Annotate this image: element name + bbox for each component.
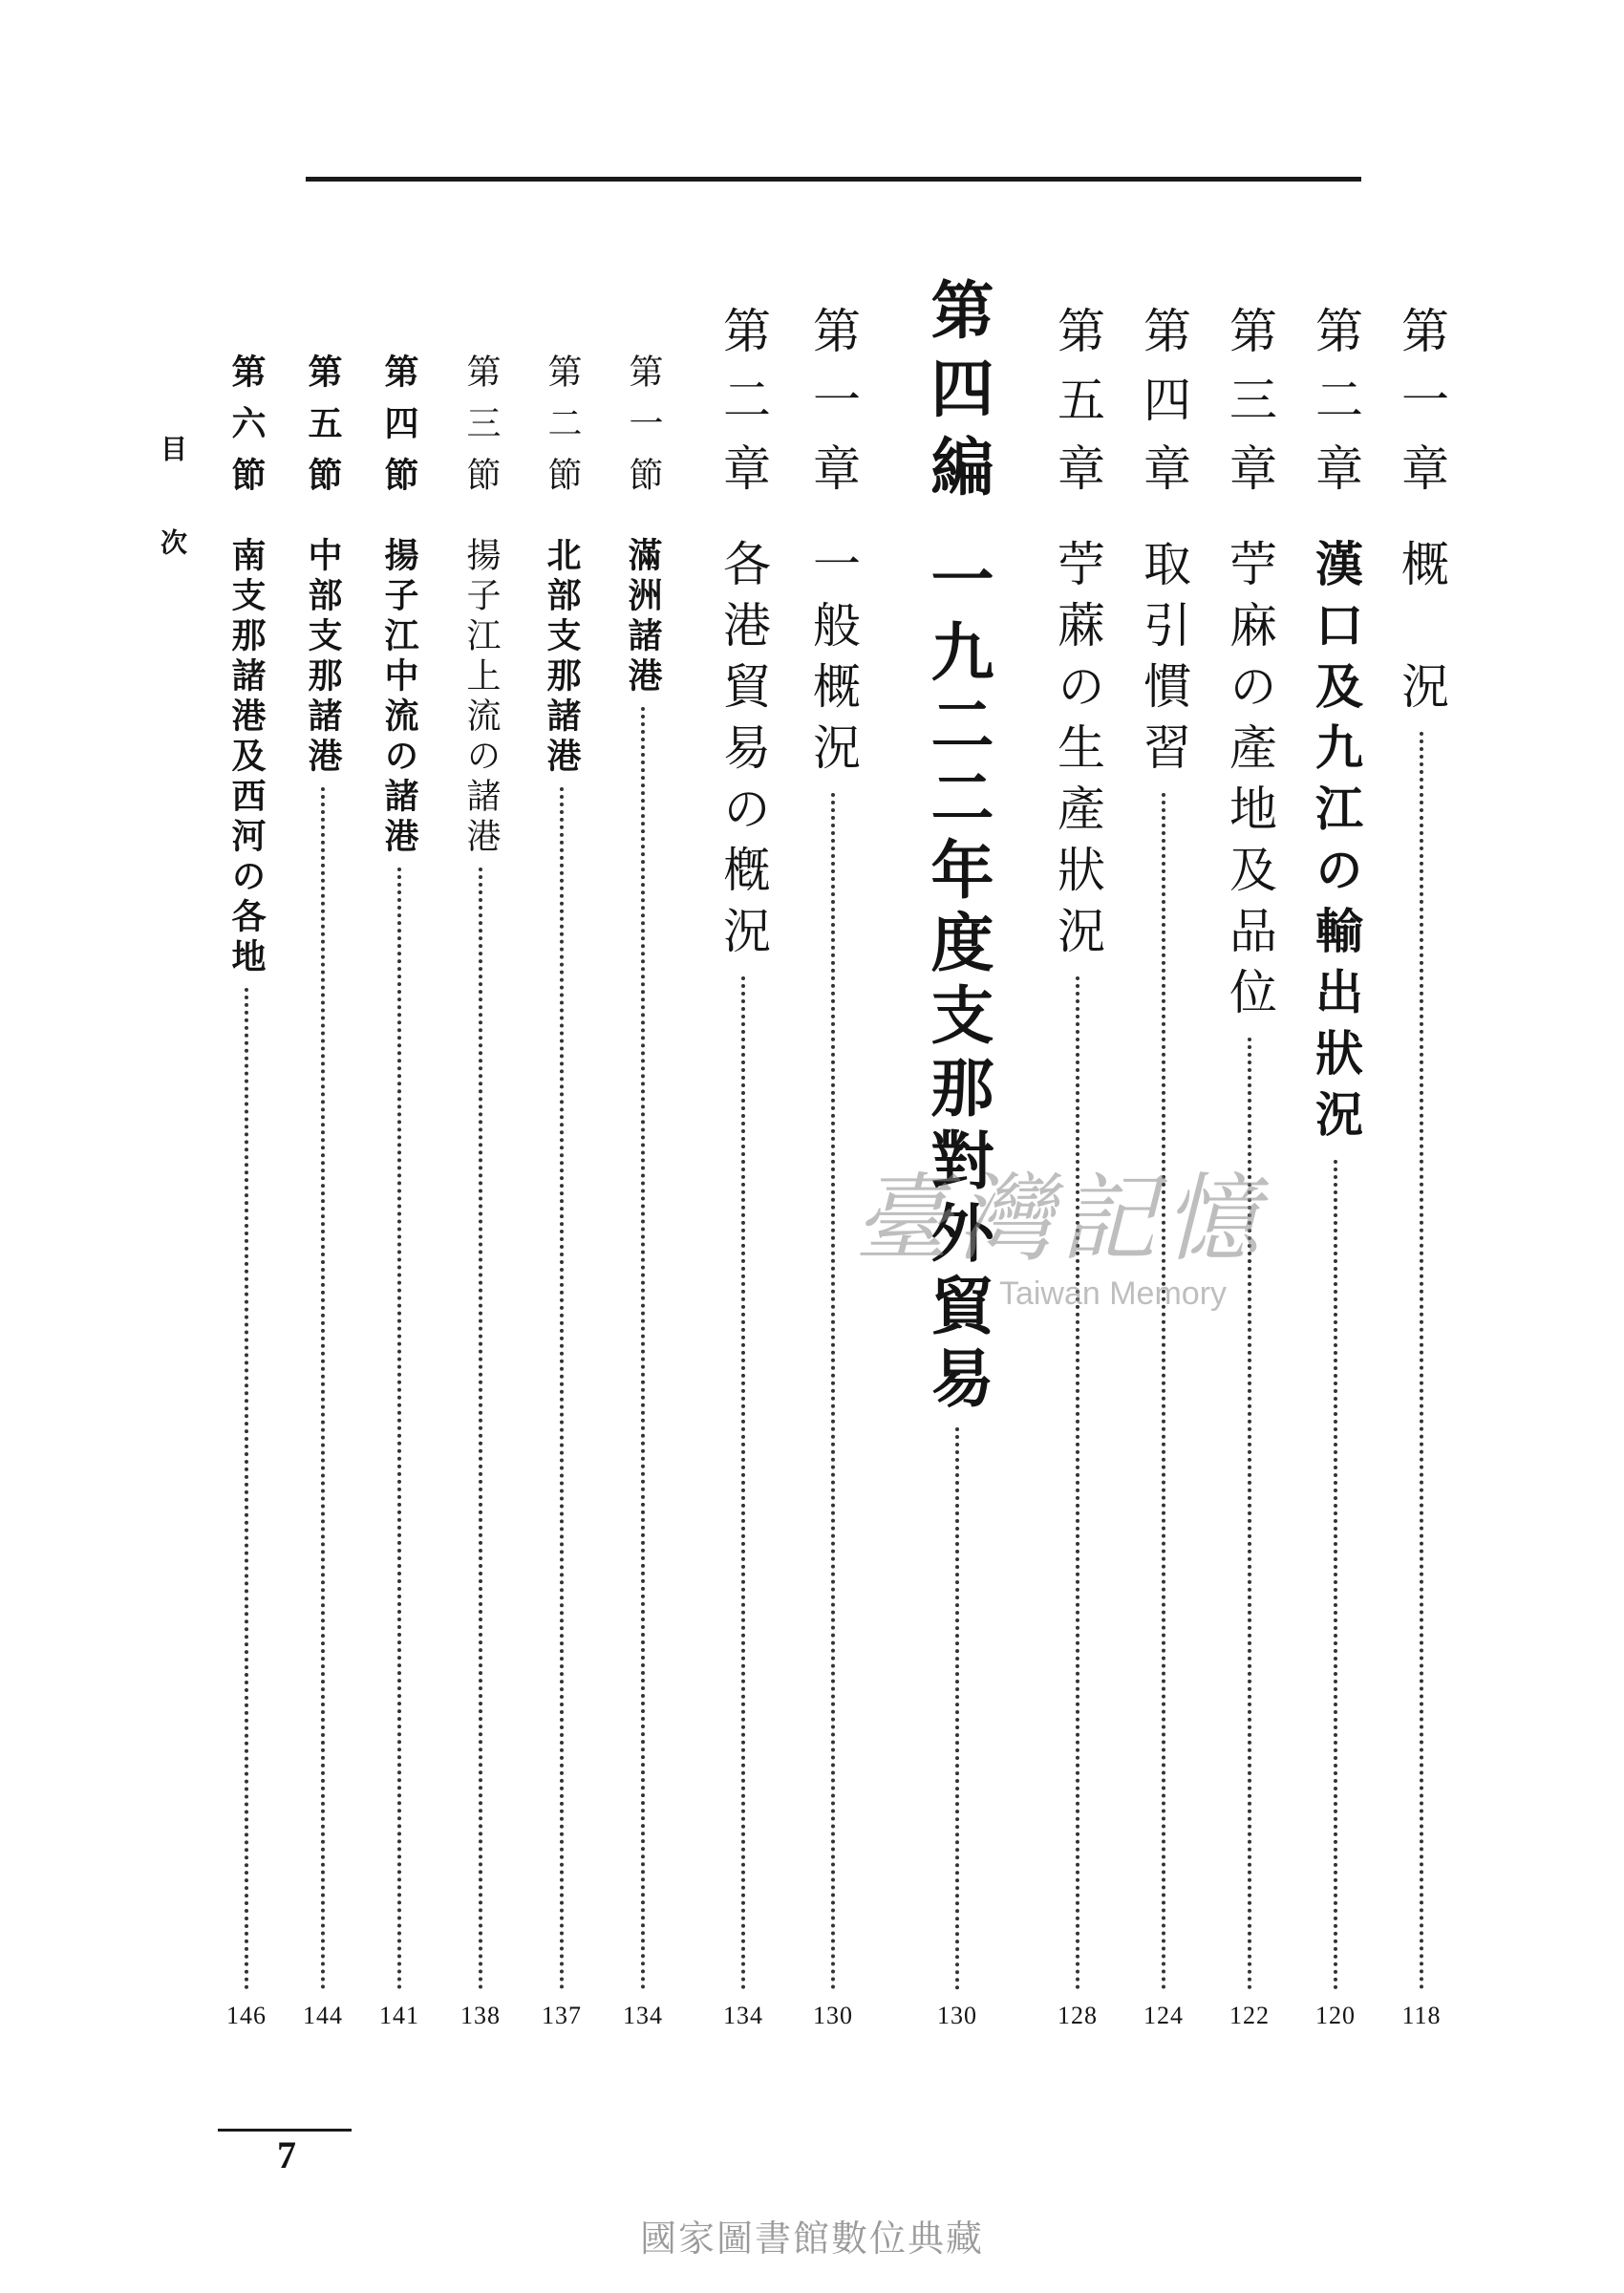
toc-entry-section-2[interactable] xyxy=(524,354,600,2030)
entry-page-number: 130 xyxy=(813,2002,853,2029)
toc-entry-chapter-1[interactable] xyxy=(1383,306,1460,2030)
toc-entry-section-5[interactable] xyxy=(285,354,361,2030)
entry-heading: 第五節 xyxy=(303,354,343,508)
dotted-leader xyxy=(397,868,401,1990)
dotted-leader xyxy=(955,1427,959,1990)
dotted-leader xyxy=(1334,1160,1337,1990)
watermark-english: Taiwan Memory xyxy=(998,1275,1228,1312)
entry-title: 揚子江中流の諸港 xyxy=(379,537,419,858)
entry-page-number: 134 xyxy=(723,2002,763,2029)
entry-page-number: 120 xyxy=(1315,2002,1356,2029)
toc-entry-section-6[interactable] xyxy=(208,354,285,2030)
footer-credit: 國家圖書館數位典藏 xyxy=(639,2218,984,2260)
entry-heading: 第三章 xyxy=(1222,306,1277,512)
entry-page-number: 141 xyxy=(379,2002,419,2029)
toc-entry-chapter-2[interactable] xyxy=(1297,306,1374,2030)
entry-title: 取引慣習 xyxy=(1136,539,1191,783)
entry-heading: 第一節 xyxy=(624,354,663,508)
entry-title: 北部支那諸港 xyxy=(542,537,582,778)
entry-title: 苧蔴の生產狀況 xyxy=(1050,539,1105,967)
entry-title: 南支那諸港及西河の各地 xyxy=(226,537,267,978)
entry-heading: 第二章 xyxy=(716,306,771,512)
entry-title: 苧麻の產地及品位 xyxy=(1222,539,1277,1028)
entry-page-number: 138 xyxy=(460,2002,501,2029)
dotted-leader xyxy=(321,787,325,1990)
entry-page-number: 118 xyxy=(1401,2002,1442,2029)
dotted-leader xyxy=(479,868,482,1990)
page-number: 7 xyxy=(277,2133,296,2176)
entry-heading: 第一章 xyxy=(805,306,861,512)
entry-title: 一般概況 xyxy=(805,539,861,783)
entry-heading: 第一章 xyxy=(1394,306,1449,512)
dotted-leader xyxy=(741,976,745,1990)
entry-heading: 第四章 xyxy=(1136,306,1191,512)
entry-page-number: 137 xyxy=(542,2002,582,2029)
entry-title: 揚子江上流の諸港 xyxy=(461,537,501,858)
entry-title: 中部支那諸港 xyxy=(303,537,343,778)
dotted-leader xyxy=(641,707,645,1990)
entry-page-number: 134 xyxy=(623,2002,663,2029)
entry-title: 各港貿易の槪況 xyxy=(716,539,771,967)
toc-entry-part4-chapter-2[interactable] xyxy=(705,306,781,2030)
top-rule xyxy=(306,177,1361,182)
watermark-logo xyxy=(812,1142,1309,1333)
entry-page-number: 144 xyxy=(303,2002,343,2029)
entry-heading: 第五章 xyxy=(1050,306,1105,512)
bottom-rule xyxy=(218,2129,352,2132)
part-title: 一九二二年度支那對外貿易 xyxy=(920,546,994,1418)
entry-page-number: 146 xyxy=(226,2002,267,2029)
toc-entry-section-3[interactable] xyxy=(442,354,519,2030)
entry-heading: 第三節 xyxy=(461,354,501,508)
entry-page-number: 130 xyxy=(937,2002,977,2029)
entry-title: 概 況 xyxy=(1394,539,1449,722)
entry-page-number: 124 xyxy=(1143,2002,1184,2029)
entry-title: 滿洲諸港 xyxy=(623,537,663,697)
dotted-leader xyxy=(1420,732,1423,1990)
dotted-leader xyxy=(831,793,835,1990)
entry-page-number: 122 xyxy=(1229,2002,1270,2029)
watermark-chinese: 臺灣記憶 xyxy=(854,1163,1267,1275)
dotted-leader xyxy=(560,787,564,1990)
entry-heading: 第六節 xyxy=(226,354,267,508)
entry-title: 漢口及九江の輸出狀況 xyxy=(1308,539,1364,1150)
toc-entry-section-1[interactable] xyxy=(605,354,681,2030)
entry-page-number: 128 xyxy=(1058,2002,1098,2029)
part-heading: 第四編 xyxy=(920,277,994,512)
dotted-leader xyxy=(245,988,248,1990)
toc-entry-section-4[interactable] xyxy=(361,354,438,2030)
entry-heading: 第四節 xyxy=(379,354,419,508)
dotted-leader xyxy=(1076,976,1079,1990)
dotted-leader xyxy=(1162,793,1165,1990)
entry-heading: 第二章 xyxy=(1308,306,1363,512)
running-header: 目次 xyxy=(157,435,188,622)
entry-heading: 第二節 xyxy=(543,354,582,508)
